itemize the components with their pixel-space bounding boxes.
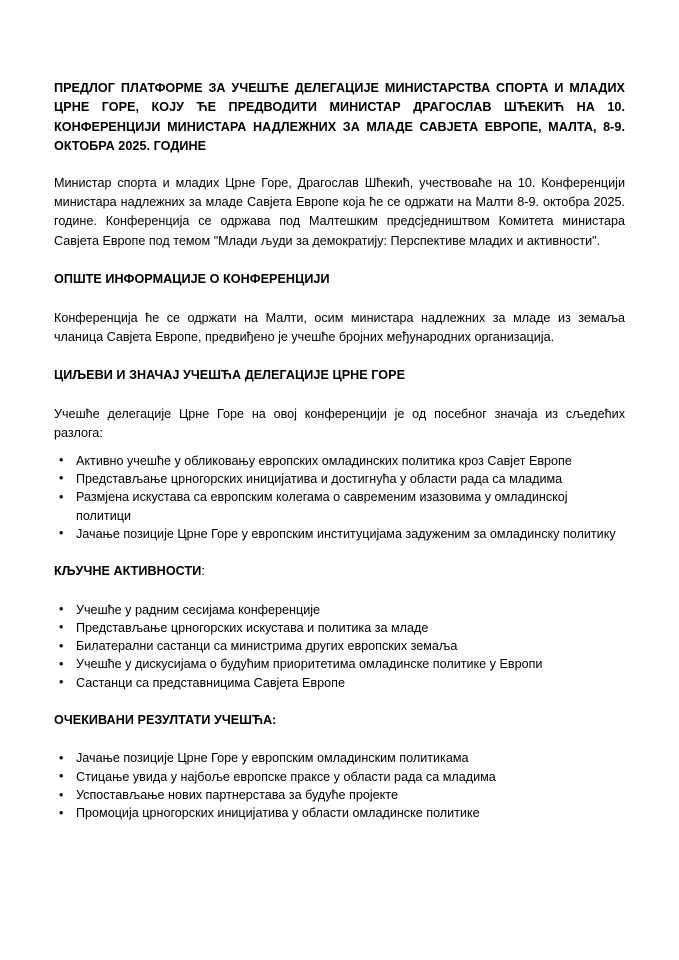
spacer xyxy=(54,251,625,270)
section-paragraph-objectives: Учешће делегације Црне Горе на овој конференцији је од посебног значаја из сљедећих разлога: xyxy=(54,406,625,441)
bullet-list-key-activities xyxy=(54,601,618,692)
list-item: • Размјена искустава са европским колегама о савременим изазовима у омладинској политици xyxy=(54,488,618,525)
section-heading-expected-results xyxy=(54,711,625,730)
list-item: • Промоција црногорских иницијатива у области омладинске политике xyxy=(54,804,618,822)
list-item: • Успостављање нових партнерстава за будуће пројекте xyxy=(54,786,618,804)
list-item: • Представљање црногорских искустава и политика за младе xyxy=(54,619,618,637)
spacer xyxy=(54,347,625,366)
bullet-list-objectives xyxy=(54,452,618,543)
list-item: • Јачање позиције Црне Горе у европским омладинским политикама xyxy=(54,749,618,767)
spacer xyxy=(54,290,625,309)
spacer xyxy=(54,444,625,452)
spacer xyxy=(54,386,625,405)
list-item: • Стицање увида у најбоље европске праксе у области рада са младима xyxy=(54,768,618,786)
spacer xyxy=(54,730,625,749)
list-item: • Јачање позиције Црне Горе у европским институцијама задуженим за омладинску политику xyxy=(54,525,618,543)
list-item: • Учешће у дискусијама о будућим приоритетима омладинске политике у Европи xyxy=(54,655,618,673)
section-heading-text: ОЧЕКИВАНИ РЕЗУЛТАТИ УЧЕШЋА: xyxy=(54,713,277,728)
page-title: ПРЕДЛОГ ПЛАТФОРМЕ ЗА УЧЕШЋЕ ДЕЛЕГАЦИЈЕ МИНИСТАРСТВА СПОРТА И МЛАДИХ ЦРНЕ ГОРЕ, КОЈУ ЋЕ ПРЕДВОДИТИ МИНИСТАР ДРАГОСЛАВ ШЋЕКИЋ НА 10. КОНФЕРЕНЦИЈИ МИНИСТАРА НАДЛЕЖНИХ ЗА МЛАДЕ САВЈЕТА ЕВРОПЕ, МАЛТА, 8-9. ОКТОБРА 2025. ГОДИНЕ xyxy=(54,81,625,154)
spacer xyxy=(54,582,625,601)
section-heading-key-activities xyxy=(54,562,625,581)
list-item: • Учешће у радним сесијама конференције xyxy=(54,601,618,619)
section-heading-punct: : xyxy=(201,564,205,579)
list-item: • Састанци са представницима Савјета Европе xyxy=(54,674,618,692)
section-heading-text: ЦИЉЕВИ И ЗНАЧАЈ УЧЕШЋА ДЕЛЕГАЦИЈЕ ЦРНЕ ГОРЕ xyxy=(54,368,406,383)
section-heading-objectives xyxy=(54,366,625,385)
bullet-list-expected-results xyxy=(54,749,618,822)
intro-paragraph: Министар спорта и младих Црне Горе, Драгослав Шћекић, учествоваће на 10. Конференцији министара надлежних за младе Савјета Европе која ће се одржати на Малти 8-9. октобра 2025. године. Конференција се одржава под Малтешким предсједништвом Комитета министара Савјета Европе под темом "Млади људи за демократију: Перспективе младих и активности". xyxy=(54,175,625,248)
list-item: • Представљање црногорских иницијатива и достигнућа у области рада са младима xyxy=(54,470,618,488)
list-item: • Билатерални састанци са министрима других европских земаља xyxy=(54,637,618,655)
spacer xyxy=(54,543,625,562)
section-heading-text: ОПШТЕ ИНФОРМАЦИЈЕ О КОНФЕРЕНЦИЈИ xyxy=(54,272,330,287)
spacer xyxy=(54,692,625,711)
section-heading-text: КЉУЧНЕ АКТИВНОСТИ xyxy=(54,564,202,579)
section-heading-general-info xyxy=(54,270,625,289)
list-item: • Активно учешће у обликовању европских омладинских политика кроз Савјет Европе xyxy=(54,452,618,470)
section-paragraph-general-info: Конференција ће се одржати на Малти, осим министара надлежних за младе из земаља чланица Савјета Европе, предвиђено је учешће бројних међународних организација. xyxy=(54,310,625,345)
